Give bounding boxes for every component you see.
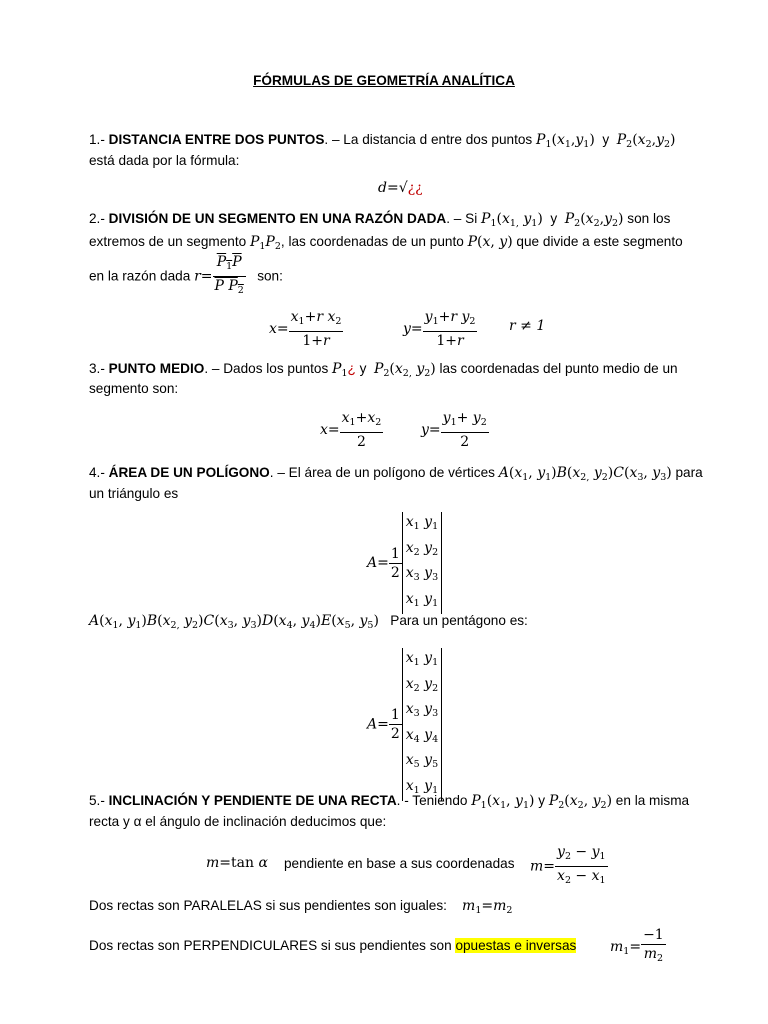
midpoint-formula-y: y= $\frac{y_1+ y_2}{2}$ xyxy=(421,410,487,450)
division-formula-y: y= $\frac{y_1+r y_2}{1+r}$ xyxy=(403,309,476,349)
ratio-fraction: $\frac{P_1P}{P P_2}$ xyxy=(214,254,244,296)
section-4-line-1: 4.- ÁREA DE UN POLÍGONO. – El área de un polígono de vértices $A(x_1$, $y_1)B(x_{2,}$ $y_2)C(x_3$, $y_3$) para xyxy=(89,465,703,483)
section-3-line-2: segmento son: xyxy=(89,381,179,396)
slope-tan-formula: m=tan α xyxy=(206,855,268,871)
section-1-line-1: 1.- DISTANCIA ENTRE DOS PUNTOS. – La distancia d entre dos puntos $P_1(x_1,y_1)$ y $P_2(x_2,y_2)$ xyxy=(89,132,676,150)
perpendicular-line: Dos rectas son PERPENDICULARES si sus pendientes son opuestas e inversas xyxy=(89,938,577,953)
division-condition: r ≠ 1 xyxy=(509,318,546,334)
pentagon-area-formula: A= $\frac{1}{2}$ $x_1$ $y_1$ $x_2$ $y_2$ $x_3$ $y_3$ $x_4$ $y_4$ $x_5$ $y_5$ $x_1$ $y_1$ xyxy=(367,648,442,801)
section-2-heading: DIVISIÓN DE UN SEGMENTO EN UNA RAZÓN DADA xyxy=(108,211,447,226)
midpoint-formula-x: x= $\frac{x_1+x_2}{2}$ xyxy=(320,410,382,450)
perpendicular-formula: $m_1=$ $\frac{-1}{m_2}$ xyxy=(610,927,664,964)
section-4-line-2: un triángulo es xyxy=(89,486,179,501)
point-p1: $P_1(x_1,y_1)$ xyxy=(536,132,595,150)
page-title: FÓRMULAS DE GEOMETRÍA ANALÍTICA xyxy=(253,73,515,88)
division-formula-x: x= $\frac{x_1+r x_2}{1+r}$ xyxy=(269,309,342,349)
pentagon-determinant: $x_1$ $y_1$ $x_2$ $y_2$ $x_3$ $y_3$ $x_4$ $y_4$ $x_5$ $y_5$ $x_1$ $y_1$ xyxy=(402,648,442,801)
distance-formula: d=√¿¿ xyxy=(378,180,423,196)
section-3-heading: PUNTO MEDIO xyxy=(108,361,205,376)
parallel-formula: $m_1=m_2$ xyxy=(462,898,513,916)
triangle-determinant: $x_1$ $y_1$ $x_2$ $y_2$ $x_3$ $y_3$ $x_1$ $y_1$ xyxy=(402,512,442,614)
parallel-line: Dos rectas son PARALELAS si sus pendientes son iguales: $m_1=m_2$ xyxy=(89,898,513,916)
section-5-line-2: recta y α el ángulo de inclinación deducimos que: xyxy=(89,814,387,829)
section-2-line-2: extremos de un segmento $P_1P_2$, las coordenadas de un punto P(x, y) que divide a este segmento xyxy=(89,234,683,252)
section-1-line-2: está dada por la fórmula: xyxy=(89,153,240,168)
slope-text: pendiente en base a sus coordenadas xyxy=(284,856,515,871)
section-1-heading: DISTANCIA ENTRE DOS PUNTOS xyxy=(108,132,325,147)
section-5-line-1: 5.- INCLINACIÓN Y PENDIENTE DE UNA RECTA. - Teniendo $P_1(x_1$, $y_1$) y $P_2(x_2$, $y_2$) en la misma xyxy=(89,793,690,811)
highlighted-text: opuestas e inversas xyxy=(455,938,577,953)
section-5-heading: INCLINACIÓN Y PENDIENTE DE UNA RECTA xyxy=(108,793,397,808)
slope-coord-formula: m= $\frac{y_2 - y_1}{x_2 - x_1}$ xyxy=(530,844,606,886)
section-2-line-1: 2.- DIVISIÓN DE UN SEGMENTO EN UNA RAZÓN DADA. – Si $P_1(x_{1,}$ $y_1$) y $P_2(x_2,y_2)$ son los xyxy=(89,211,671,229)
section-3-line-1: 3.- PUNTO MEDIO. – Dados los puntos $P_1¿$ y $P_2(x_{2,}$ $y_2$) las coordenadas del punto medio de un xyxy=(89,361,678,379)
pentagon-vertices-line: $A(x_1$, $y_1)B(x_{2,}$ $y_2)C(x_3$, $y_3)D(x_4$, $y_4)E(x_5$, $y_5$) Para un pentágono es: xyxy=(89,613,528,631)
triangle-area-formula: A= $\frac{1}{2}$ $x_1$ $y_1$ $x_2$ $y_2$ $x_3$ $y_3$ $x_1$ $y_1$ xyxy=(367,512,442,614)
section-4-heading: ÁREA DE UN POLÍGONO xyxy=(108,465,270,480)
section-2-line-3: en la razón dada r= $\frac{P_1P}{P P_2}$ son: xyxy=(89,254,283,299)
point-p2: $P_2(x_2,y_2)$ xyxy=(616,132,676,150)
